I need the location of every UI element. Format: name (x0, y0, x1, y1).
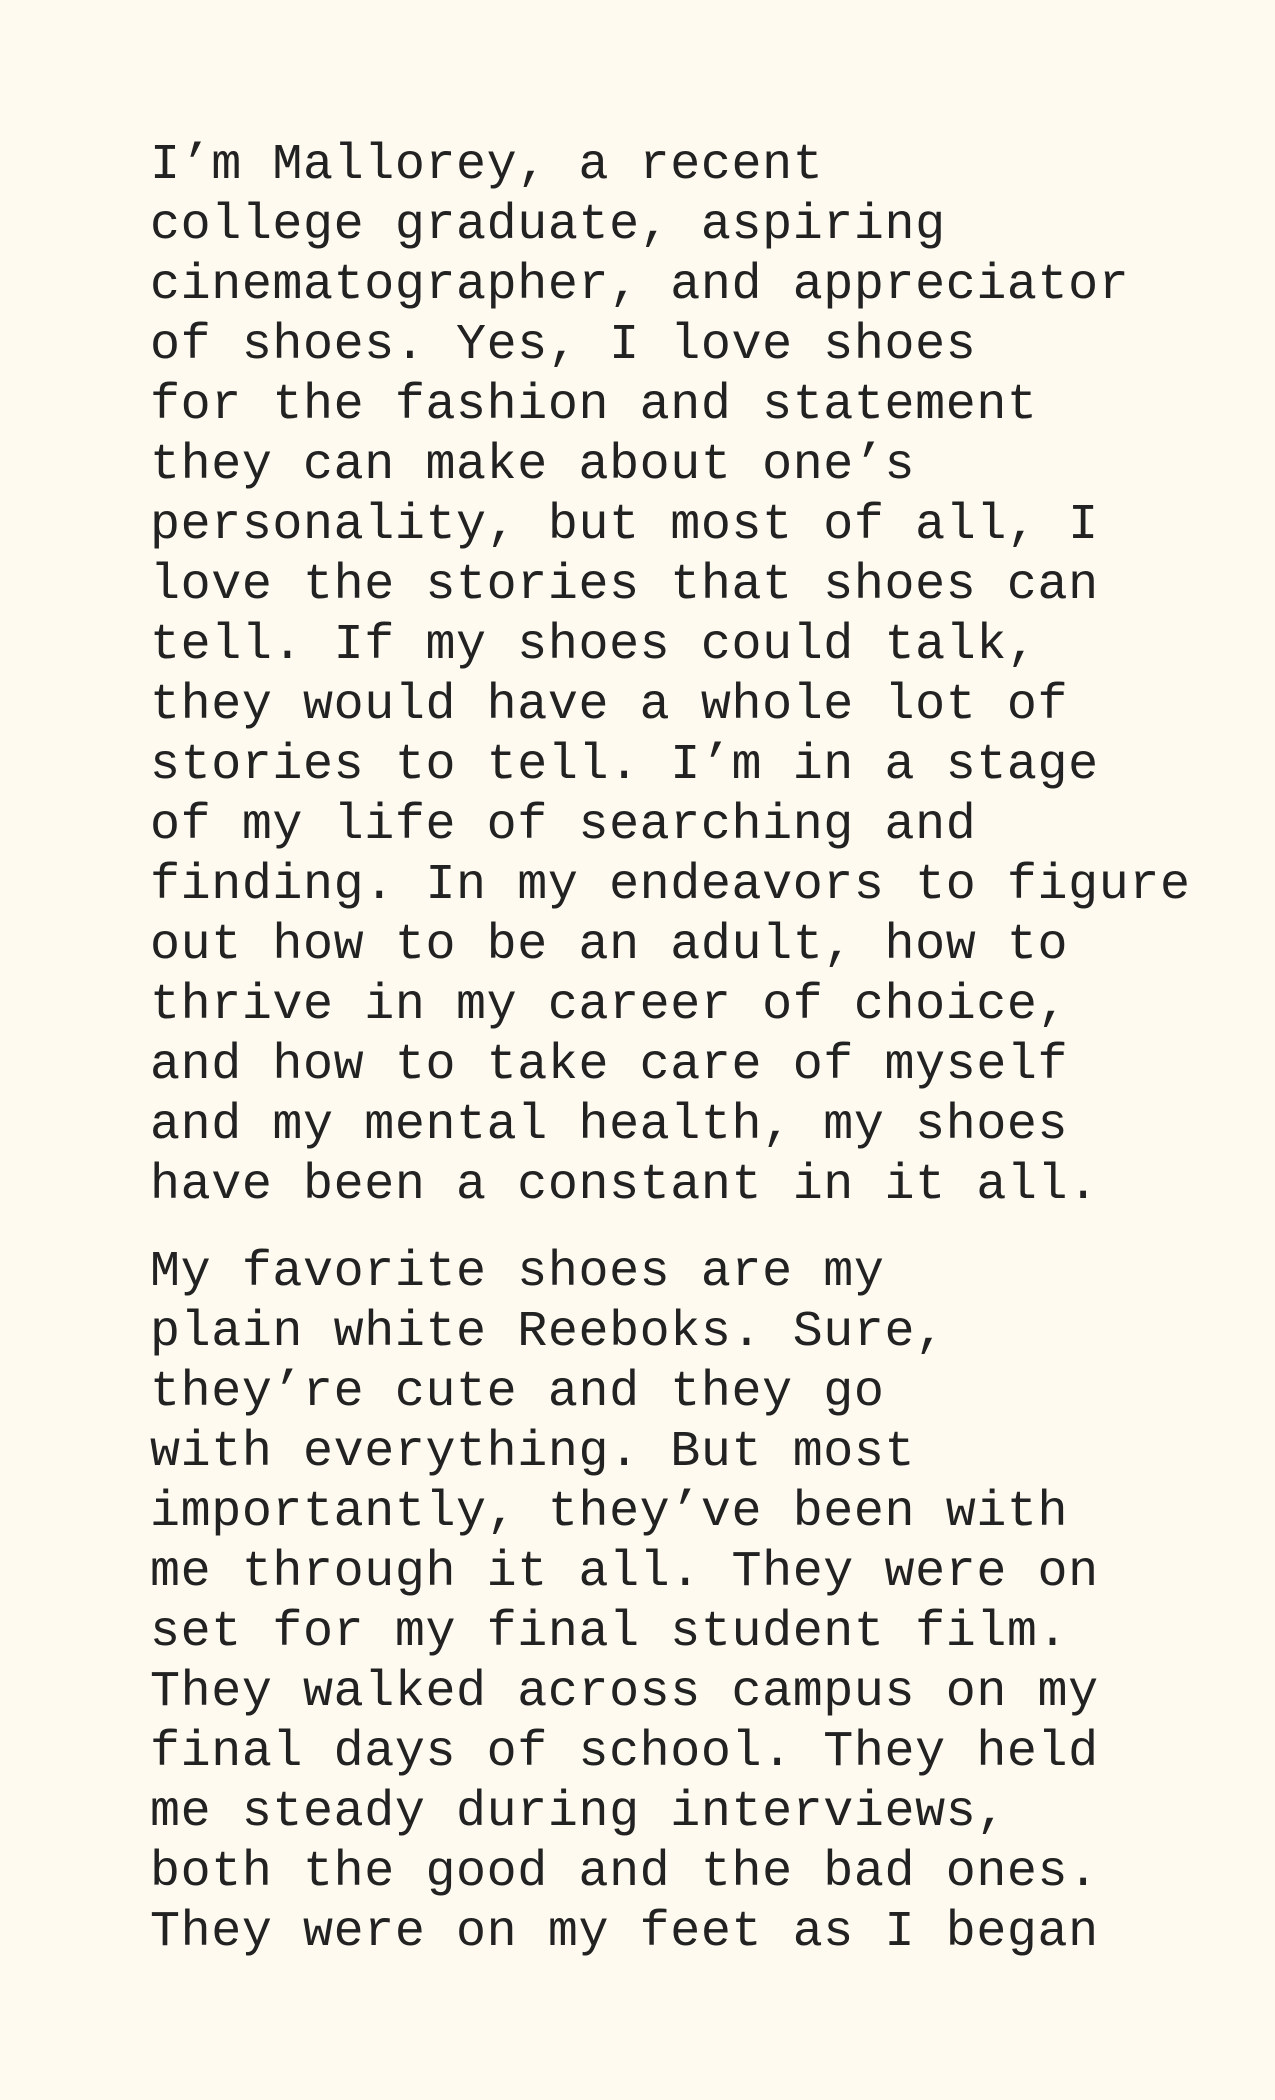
text-line: college graduate, aspiring (150, 197, 946, 254)
paragraph-intro (150, 136, 1191, 1216)
text-line: tell. If my shoes could talk, (150, 617, 1038, 674)
text-line: both the good and the bad ones. (150, 1844, 1099, 1901)
text-line: have been a constant in it all. (150, 1157, 1099, 1214)
text-line: of shoes. Yes, I love shoes (150, 317, 977, 374)
body-text (150, 136, 1191, 1963)
text-line: thrive in my career of choice, (150, 977, 1069, 1034)
text-line: cinematographer, and appreciator (150, 257, 1130, 314)
text-line: plain white Reeboks. Sure, (150, 1304, 946, 1361)
text-line: They walked across campus on my (150, 1664, 1099, 1721)
text-line: love the stories that shoes can (150, 557, 1099, 614)
text-line: final days of school. They held (150, 1724, 1099, 1781)
text-line: set for my final student film. (150, 1604, 1069, 1661)
text-line: finding. In my endeavors to figure (150, 857, 1191, 914)
text-line: with everything. But most (150, 1424, 916, 1481)
text-line: for the fashion and statement (150, 377, 1038, 434)
text-line: and my mental health, my shoes (150, 1097, 1069, 1154)
text-line: importantly, they’ve been with (150, 1484, 1069, 1541)
text-line: and how to take care of myself (150, 1037, 1069, 1094)
text-line: they’re cute and they go (150, 1364, 885, 1421)
paragraph-favorite-shoes (150, 1243, 1150, 1963)
text-line: me steady during interviews, (150, 1784, 1007, 1841)
text-line: me through it all. They were on (150, 1544, 1099, 1601)
text-line: of my life of searching and (150, 797, 977, 854)
text-line: personality, but most of all, I (150, 497, 1099, 554)
text-line: stories to tell. I’m in a stage (150, 737, 1099, 794)
text-line: They were on my feet as I began (150, 1904, 1099, 1961)
text-line: My favorite shoes are my (150, 1244, 885, 1301)
text-line: they can make about one’s (150, 437, 916, 494)
text-line: I’m Mallorey, a recent (150, 137, 824, 194)
text-line: they would have a whole lot of (150, 677, 1069, 734)
text-line: out how to be an adult, how to (150, 917, 1069, 974)
